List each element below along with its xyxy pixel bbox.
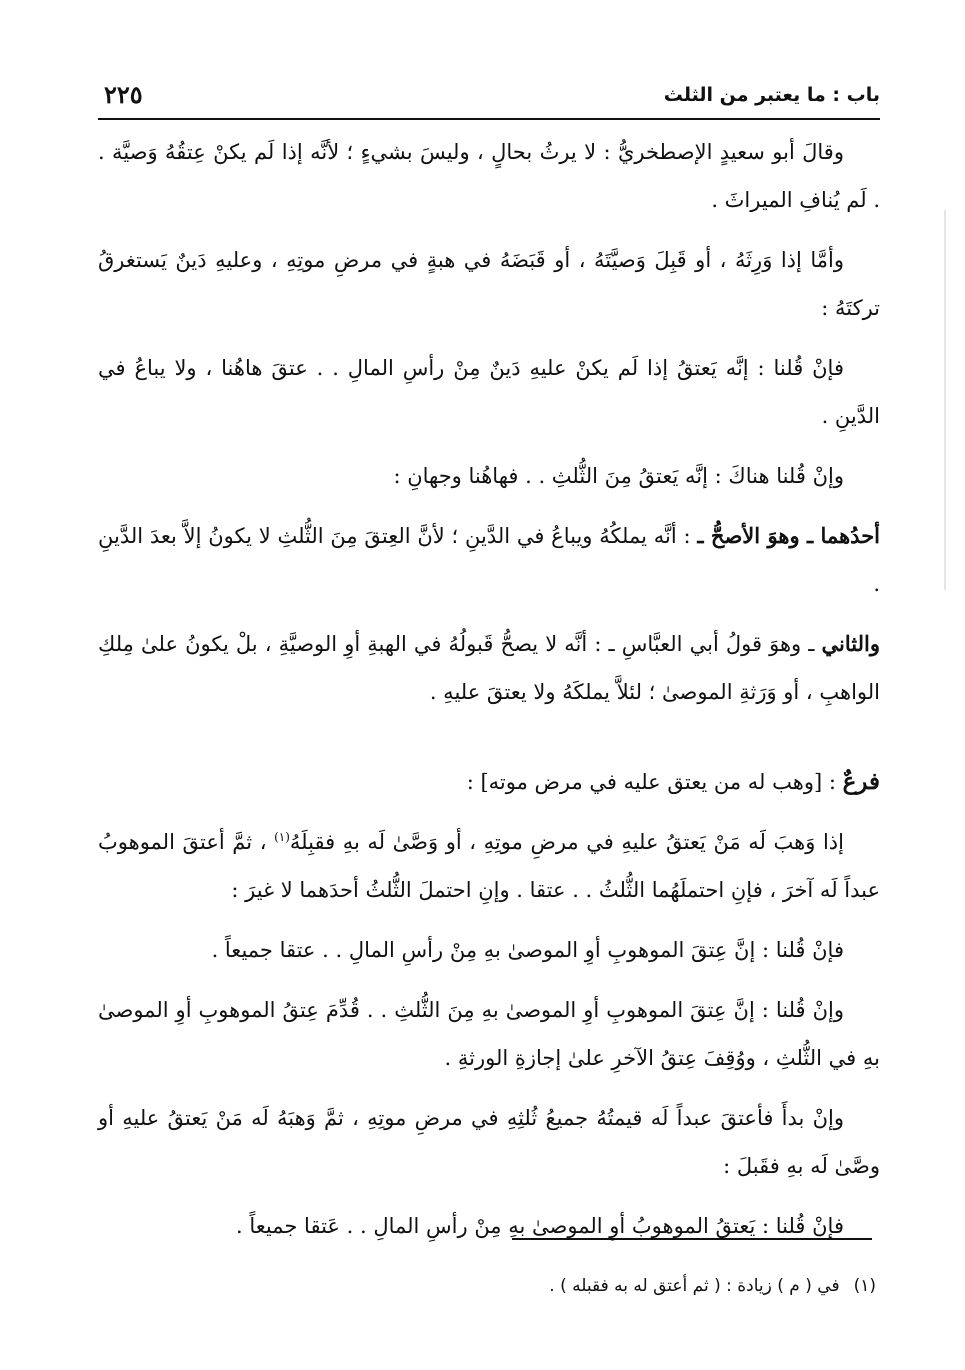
paragraph-2: وأمَّا إذا وَرِثَهُ ، أو قَبِلَ وَصيَّتَهُ ، أو قَبَضَهُ في هبةٍ في مرضِ موتِهِ ، وعليهِ دَينٌ يَستغرقُ تركتَهُ : xyxy=(98,248,880,320)
paragraph-3: فإنْ قُلنا : إنَّه يَعتقُ إذا لَم يكنْ عليهِ دَينٌ مِنْ رأسِ المالِ . . عتقَ هاهُنا ، ولا يباعُ في الدَّينِ . xyxy=(98,356,880,428)
paragraph-8: فإنْ قُلنا : إنَّ عِتقَ الموهوبِ أوِ الموصىٰ بهِ مِنْ رأسِ المالِ . . عتقا جميعاً . xyxy=(211,938,844,962)
second-view-text: ـ وهوَ قولُ أبي العبَّاسِ ـ : أنَّه لا يصحُّ قَبولُهُ في الهبةِ أوِ الوصيَّةِ ، بلْ يكونُ علىٰ مِلكِ الواهبِ ، أو وَرَثةِ الموصىٰ ؛ لئلاَّ يملكَهُ ولا يعتقَ عليهِ . xyxy=(98,632,880,704)
section-gap xyxy=(98,728,880,758)
footnote-text: في ( م ) زيادة : ( ثم أعتق له به فقبله ) . xyxy=(549,1276,840,1296)
paragraph-1: وقالَ أبو سعيدٍ الإصطخريُّ : لا يرثُ بحالٍ ، وليسَ بشيءٍ ؛ لأنَّه إذا لَم يكنْ عِتقُهُ وَصيَّة . . لَم يُنافِ الميراثَ . xyxy=(98,140,880,212)
paragraph-7-start: إذا وَهبَ لَه مَنْ يَعتقُ عليهِ في مرضِ موتِهِ ، أو وَصَّىٰ لَه بهِ فقبِلَهُ xyxy=(289,830,844,854)
scan-edge-mark xyxy=(944,210,946,590)
footnote-reference[interactable]: (١) xyxy=(274,830,290,844)
paragraph-7 xyxy=(98,818,880,914)
branch-title: : [وهب له من يعتق عليه في مرض موته] : xyxy=(466,770,843,794)
page-number: ٢٢٥ xyxy=(104,80,143,109)
branch-label: فرعٌ xyxy=(842,768,880,795)
paragraph-9: وإنْ قُلنا : إنَّ عِتقَ الموهوبِ أوِ الموصىٰ بهِ مِنَ الثُّلثِ . . قُدِّمَ عِتقُ الموهوبِ أوِ الموصىٰ بهِ في الثُّلثِ ، ووُقِفَ عِتقُ الآخرِ علىٰ إجازةِ الورثةِ . xyxy=(98,998,880,1070)
footnote-number: (١) xyxy=(853,1276,876,1296)
branch-heading xyxy=(98,758,880,806)
running-title: باب : ما يعتبر من الثلث xyxy=(663,84,880,106)
second-view-label: والثاني xyxy=(821,631,880,656)
footnote xyxy=(98,1276,876,1296)
page-header xyxy=(98,78,880,120)
paragraph-7-end: ، ثمَّ أعتقَ الموهوبُ عبداً لَه آخرَ ، فإنِ احتملَهُما الثُّلثُ . . عتقا . وإنِ احتملَ الثُّلثُ أحدَهما لا غيرَ : xyxy=(98,830,880,902)
main-text xyxy=(98,128,880,1262)
paragraph-6 xyxy=(98,620,880,716)
paragraph-5 xyxy=(98,512,880,608)
first-view-text: : أنَّه يملكُهُ ويباعُ في الدَّينِ ؛ لأنَّ العِتقَ مِنَ الثُّلثِ لا يكونُ إلاَّ بعدَ الدَّينِ . xyxy=(98,524,880,596)
footnote-divider xyxy=(512,1238,872,1240)
first-view-label: أحدُهما ـ وهوَ الأصحُّ ـ xyxy=(697,523,881,548)
paragraph-10: وإنْ بدأَ فأعتقَ عبداً لَه قيمتُهُ جميعُ ثُلثِهِ في مرضِ موتِهِ ، ثمَّ وَهبَهُ لَه مَنْ يَعتقُ عليهِ أو وصَّىٰ لَه بهِ فقَبلَ : xyxy=(98,1106,880,1178)
paragraph-4: وإنْ قُلنا هناكَ : إنَّه يَعتقُ مِنَ الثُّلثِ . . فهاهُنا وجهانِ : xyxy=(393,464,844,488)
paragraph-11: فإنْ قُلنا : يَعتقُ الموهوبُ أوِ الموصىٰ بهِ مِنْ رأسِ المالِ . . عَتقا جميعاً . xyxy=(236,1214,844,1238)
